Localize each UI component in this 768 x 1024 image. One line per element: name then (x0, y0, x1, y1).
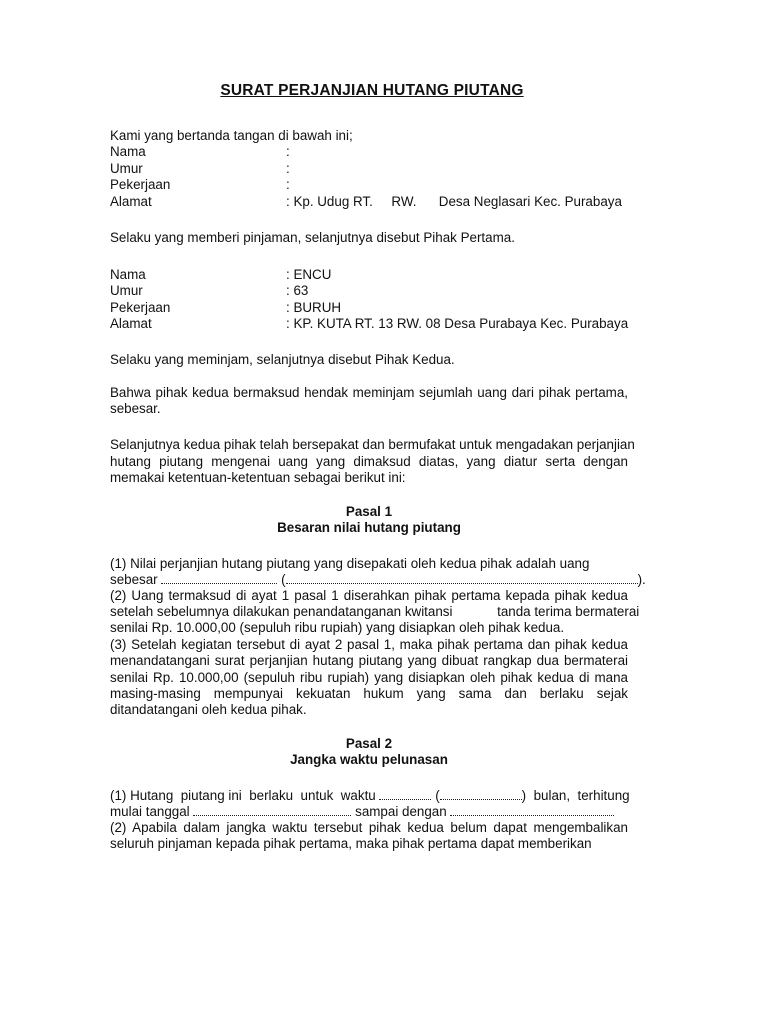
paren-open: ( (281, 572, 286, 587)
pasal2-subheading: Jangka waktu pelunasan (290, 752, 448, 767)
party2-label-pekerjaan: Pekerjaan (110, 300, 171, 315)
loan-paragraph-line: Bahwa pihak kedua bermaksud hendak meminjam sejumlah uang dari pihak pertama, (110, 385, 628, 400)
party2-label-umur: Umur (110, 283, 143, 298)
agreement-paragraph-line: memakai ketentuan-ketentuan sebagai berikut ini: (110, 470, 406, 485)
pasal1-clause-line: (2) Uang termaksud di ayat 1 pasal 1 diserahkan pihak pertama kepada pihak kedua (110, 588, 628, 603)
pasal1-heading: Pasal 1 (345, 504, 393, 519)
duration-blank (379, 788, 431, 800)
party1-value-umur: : (286, 161, 290, 176)
party1-value-alamat: : Kp. Udug RT. RW. Desa Neglasari Kec. Purabaya (286, 194, 622, 209)
pasal1-amount-label: sebesar (110, 572, 158, 587)
party1-label-nama: Nama (110, 144, 146, 159)
party1-value-pekerjaan: : (286, 177, 290, 192)
pasal1-clause-line: masing-masing mempunyai kekuatan hukum yang sama dan berlaku sejak (110, 686, 628, 701)
party1-value-nama: : (286, 144, 290, 159)
agreement-paragraph-line: Selanjutnya kedua pihak telah bersepakat dan bermufakat untuk mengadakan perjanjian (110, 437, 635, 452)
party2-label-nama: Nama (110, 267, 146, 282)
document-title: SURAT PERJANJIAN HUTANG PIUTANG (220, 82, 524, 99)
party1-role: Selaku yang memberi pinjaman, selanjutnya disebut Pihak Pertama. (110, 230, 515, 245)
amount-blank (161, 572, 277, 584)
duration-text: (1) Hutang piutang ini berlaku untuk waktu (110, 788, 376, 803)
party2-value-umur: : 63 (286, 283, 309, 298)
party2-role: Selaku yang meminjam, selanjutnya disebut Pihak Kedua. (110, 352, 455, 367)
intro-text: Kami yang bertanda tangan di bawah ini; (110, 128, 353, 143)
pasal1-clause-line: setelah sebelumnya dilakukan penandatanganan kwitansi tanda terima bermaterai (110, 604, 640, 619)
start-date-blank (193, 804, 351, 816)
amount-words-blank (286, 572, 638, 584)
end-date-label: sampai dengan (355, 804, 447, 819)
pasal2-heading: Pasal 2 (345, 736, 393, 751)
party1-label-pekerjaan: Pekerjaan (110, 177, 171, 192)
pasal1-clause-line: senilai Rp. 10.000,00 (sepuluh ribu rupiah) yang disiapkan oleh pihak kedua. (110, 620, 565, 635)
pasal1-clause-line: (3) Setelah kegiatan tersebut di ayat 2 pasal 1, maka pihak pertama dan pihak kedua (110, 637, 628, 652)
pasal2-clause-line: (2) Apabila dalam jangka waktu tersebut pihak kedua belum dapat mengembalikan (110, 820, 628, 835)
paren-open: ( (435, 788, 440, 803)
agreement-paragraph-line: hutang piutang mengenai uang yang dimaksud diatas, yang diatur serta dengan (110, 454, 628, 469)
pasal1-subheading: Besaran nilai hutang piutang (277, 520, 461, 535)
party2-value-alamat: : KP. KUTA RT. 13 RW. 08 Desa Purabaya Kec. Purabaya (286, 316, 629, 331)
pasal1-clause-line: (1) Nilai perjanjian hutang piutang yang disepakati oleh kedua pihak adalah uang (110, 556, 590, 571)
pasal1-clause-line: menandatangani surat perjanjian hutang piutang yang dibuat rangkap dua bermaterai (110, 653, 628, 668)
start-date-label: mulai tanggal (110, 804, 190, 819)
pasal2-date-line (110, 803, 628, 820)
duration-words-blank (440, 788, 522, 800)
party2-value-nama: : ENCU (286, 267, 332, 282)
party1-label-umur: Umur (110, 161, 143, 176)
pasal1-clause-line: senilai Rp. 10.000,00 (sepuluh ribu rupiah) yang disiapkan oleh pihak kedua di mana (110, 670, 628, 685)
pasal1-clause-line: ditandatangani oleh kedua pihak. (110, 702, 307, 717)
party1-label-alamat: Alamat (110, 194, 152, 209)
pasal2-clause-line: seluruh pinjaman kepada pihak pertama, maka pihak pertama dapat memberikan (110, 836, 592, 851)
pasal1-amount-line (110, 571, 646, 588)
party2-value-pekerjaan: : BURUH (286, 300, 342, 315)
pasal2-duration-line (110, 787, 628, 804)
party2-label-alamat: Alamat (110, 316, 152, 331)
loan-paragraph-line: sebesar. (110, 401, 161, 416)
end-date-blank (450, 804, 614, 816)
duration-months-text: ) bulan, terhitung (521, 788, 630, 803)
paren-close: ). (637, 572, 646, 587)
